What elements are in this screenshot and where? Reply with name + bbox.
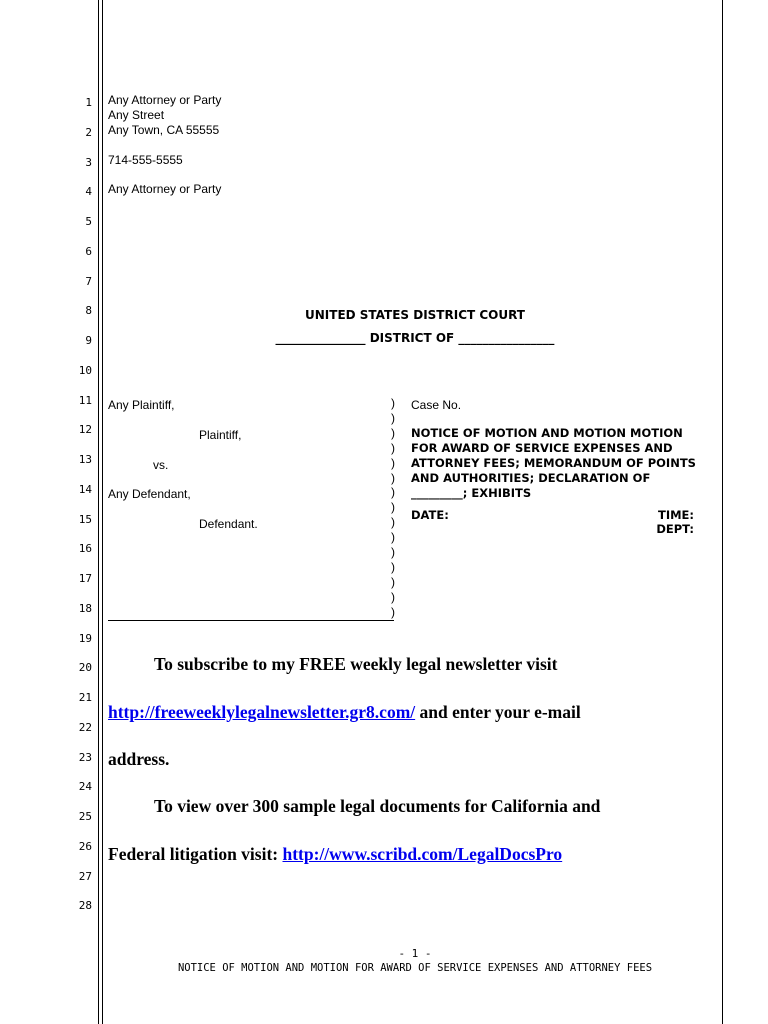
line-number: 20 [78, 661, 92, 675]
attorney-phone: 714-555-5555 [108, 153, 183, 167]
newsletter-link[interactable]: http://freeweeklylegalnewsletter.gr8.com/ [108, 702, 416, 722]
caption-underline [108, 620, 394, 621]
document-title-line-5: _________; EXHIBITS [411, 486, 532, 500]
document-title-line-4: AND AUTHORITIES; DECLARATION OF [411, 471, 651, 485]
district-line: _______________ DISTRICT OF ________________ [275, 331, 555, 345]
line-number: 2 [85, 125, 92, 139]
hearing-dept-label: DEPT: [656, 522, 694, 536]
document-title-line-1: NOTICE OF MOTION AND MOTION MOTION [411, 426, 683, 440]
line-number: 10 [78, 363, 92, 377]
newsletter-paragraph-line-3: address. [108, 749, 170, 769]
line-number: 6 [85, 244, 92, 258]
caption-paren: ) [391, 470, 395, 485]
plaintiff-role: Plaintiff, [199, 428, 242, 442]
line-number: 12 [78, 423, 92, 437]
plaintiff-name: Any Plaintiff, [108, 398, 175, 412]
versus-label: vs. [153, 458, 169, 472]
document-title-line-2: FOR AWARD OF SERVICE EXPENSES AND [411, 441, 673, 455]
samples-paragraph-line-1: To view over 300 sample legal documents for California and [154, 796, 601, 816]
line-number: 27 [78, 869, 92, 883]
newsletter-paragraph-line-1: To subscribe to my FREE weekly legal newsletter visit [154, 654, 558, 674]
defendant-name: Any Defendant, [108, 487, 191, 501]
caption-paren: ) [391, 574, 395, 589]
line-number: 4 [85, 185, 92, 199]
caption-paren: ) [391, 440, 395, 455]
caption-paren-column [391, 396, 399, 620]
footer-document-title: NOTICE OF MOTION AND MOTION FOR AWARD OF SERVICE EXPENSES AND ATTORNEY FEES [177, 962, 653, 974]
line-number: 16 [78, 542, 92, 556]
hearing-date-label: DATE: [411, 508, 449, 522]
attorney-for: Any Attorney or Party [108, 182, 222, 196]
line-number: 19 [78, 631, 92, 645]
caption-paren: ) [391, 485, 395, 500]
caption-paren: ) [391, 530, 395, 545]
newsletter-link-suffix: and enter your e-mail [415, 702, 581, 722]
right-margin-rule [722, 0, 723, 1024]
scribd-link[interactable]: http://www.scribd.com/LegalDocsPro [282, 844, 563, 864]
attorney-street-line: Any Street [108, 108, 165, 122]
attorney-city-line: Any Town, CA 55555 [108, 123, 220, 137]
document-title-line-3: ATTORNEY FEES; MEMORANDUM OF POINTS [411, 456, 696, 470]
case-number-label: Case No. [411, 398, 462, 412]
line-number: 22 [78, 720, 92, 734]
line-number: 28 [78, 899, 92, 913]
line-number: 24 [78, 780, 92, 794]
attorney-name-line: Any Attorney or Party [108, 93, 222, 107]
line-number: 3 [85, 155, 92, 169]
line-number: 5 [85, 215, 92, 228]
defendant-role: Defendant. [199, 517, 258, 531]
line-number: 25 [78, 810, 92, 823]
caption-paren: ) [391, 559, 395, 574]
line-number: 9 [85, 334, 92, 347]
caption-paren: ) [391, 515, 395, 530]
line-number: 14 [78, 482, 92, 496]
line-number: 23 [78, 750, 92, 764]
caption-paren: ) [391, 545, 395, 560]
caption-paren: ) [391, 500, 395, 515]
caption-paren: ) [391, 589, 395, 604]
line-number: 21 [78, 691, 92, 704]
line-number: 11 [78, 393, 92, 407]
samples-prefix: Federal litigation visit: [108, 844, 283, 864]
left-margin-rule-outer [98, 0, 99, 1024]
caption-paren: ) [391, 425, 395, 440]
line-number: 8 [85, 304, 92, 318]
line-number: 1 [85, 96, 92, 109]
caption-paren: ) [391, 410, 395, 425]
hearing-time-label: TIME: [657, 508, 694, 522]
court-title: UNITED STATES DISTRICT COURT [305, 308, 525, 322]
caption-paren: ) [391, 396, 395, 410]
footer-page-number: - 1 - [398, 947, 432, 960]
line-number: 13 [78, 453, 92, 466]
samples-paragraph-line-2 [108, 844, 562, 864]
newsletter-paragraph-line-2 [108, 702, 581, 722]
line-number: 26 [78, 839, 92, 853]
line-number: 18 [78, 601, 92, 615]
caption-paren: ) [391, 604, 395, 619]
left-margin-rule-inner [102, 0, 103, 1024]
caption-paren: ) [391, 455, 395, 470]
line-number: 17 [78, 572, 92, 585]
line-number: 7 [85, 274, 92, 288]
line-number: 15 [78, 512, 92, 526]
